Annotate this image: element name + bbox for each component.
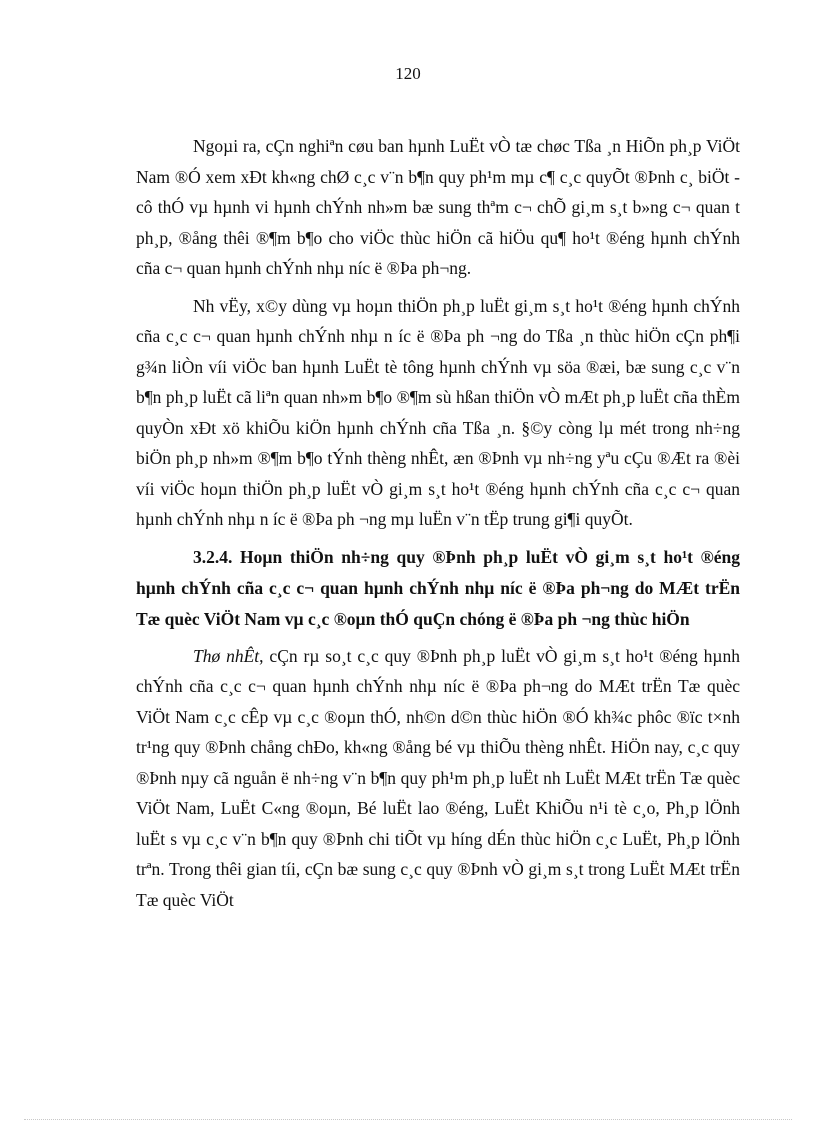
paragraph-lead: Thø nhÊt xyxy=(193,645,260,666)
footer-divider xyxy=(24,1119,792,1120)
paragraph-3-text: , cÇn rµ so¸t c¸c quy ®Þnh ph¸p luËt vÒ gi¸m s¸t ho¹t ®éng hµnh chÝnh cña c¸c c¬ quan hµnh chÝnh nhµ níc ë ®Þa ph¬ng do MÆt trËn Tæ quèc ViÖt Nam c¸c cÊp vµ c¸c ®oµn thÓ, nh©n d©n thùc hiÖn ®Ó kh¾c phôc ®ïc t×nh tr¹ng quy ®Þnh chång chÐo, kh«ng ®ång bé vµ thiÕu thèng nhÊt. HiÖn nay, c¸c quy ®Þnh nµy cã nguån ë nh÷ng v¨n b¶n quy ph¹m ph¸p luËt nh LuËt MÆt trËn Tæ quèc ViÖt Nam, LuËt C«ng ®oµn, Bé luËt lao ®éng, LuËt KhiÕu n¹i tè c¸o, Ph¸p lÖnh luËt s vµ c¸c v¨n b¶n quy ®Þnh chi tiÕt vµ híng dÉn thùc hiÖn c¸c LuËt, Ph¸p lÖnh trªn. Trong thêi gian tíi, cÇn bæ sung c¸c quy ®Þnh vÒ gi¸m s¸t trong LuËt MÆt trËn Tæ quèc ViÖt xyxy=(136,645,740,910)
paragraph-1: Ngoµi ra, cÇn nghiªn cøu ban hµnh LuËt vÒ tæ chøc Tßa ¸n HiÕn ph¸p ViÖt Nam ®Ó xem xÐt kh«ng chØ c¸c v¨n b¶n quy ph¹m mµ c¶ c¸c quyÕt ®Þnh c¸ biÖt - cô thÓ vµ hµnh vi hµnh chÝnh nh»m bæ sung thªm c¬ chÕ gi¸m s¸t b»ng c¬ quan t ph¸p, ®ång thêi ®¶m b¶o cho viÖc thùc hiÖn cã hiÖu qu¶ ho¹t ®éng hµnh chÝnh cña c¬ quan hµnh chÝnh nhµ níc ë ®Þa ph¬ng. xyxy=(136,136,740,278)
section-heading: 3.2.4. Hoµn thiÖn nh÷ng quy ®Þnh ph¸p luËt vÒ gi¸m s¸t ho¹t ®éng hµnh chÝnh cña c¸c c¬ quan hµnh chÝnh nhµ níc ë ®Þa ph¬ng do MÆt trËn Tæ quèc ViÖt Nam vµ c¸c ®oµn thÓ quÇn chóng ë ®Þa ph ¬ng thùc hiÖn xyxy=(136,546,740,629)
paragraph-3 xyxy=(136,641,740,916)
body-text xyxy=(136,131,740,922)
page-number: 120 xyxy=(395,64,421,83)
paragraph-2: Nh vËy, x©y dùng vµ hoµn thiÖn ph¸p luËt gi¸m s¸t ho¹t ®éng hµnh chÝnh cña c¸c c¬ quan hµnh chÝnh nhµ n íc ë ®Þa ph ¬ng do Tßa ¸n thùc hiÖn cÇn ph¶i g¾n liÒn víi viÖc ban hµnh LuËt tè tông hµnh chÝnh vµ söa ®æi, bæ sung c¸c v¨n b¶n ph¸p luËt cã liªn quan nh»m b¶o ®¶m sù hßan thiÖn vÒ mÆt ph¸p luËt cña thÈm quyÒn xÐt xö khiÕu kiÖn hµnh chÝnh cña Tßa ¸n. §©y còng lµ mét trong nh÷ng biÖn ph¸p nh»m ®¶m b¶o tÝnh thèng nhÊt, æn ®Þnh vµ nh÷ng yªu cÇu ®Æt ra ®èi víi viÖc hoµn thiÖn ph¸p luËt vÒ gi¸m s¸t ho¹t ®éng hµnh chÝnh cña c¸c c¬ quan hµnh chÝnh nhµ n íc ë ®Þa ph ¬ng mµ luËn v¨n tËp trung gi¶i quyÕt. xyxy=(136,295,740,529)
